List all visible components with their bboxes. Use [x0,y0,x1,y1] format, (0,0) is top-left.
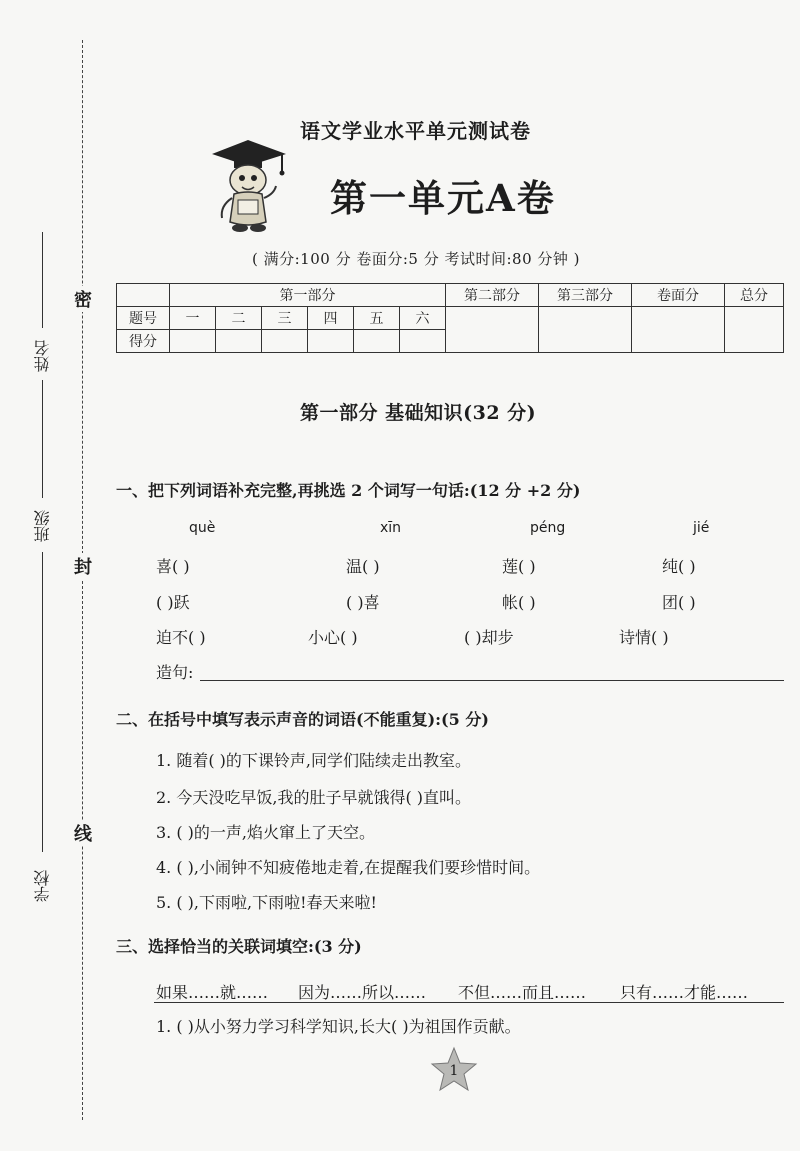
q1-title: 一、把下列词语补充完整,再挑选 2 个词写一句话:(12 分 +2 分) [116,481,581,500]
q1-row1-item2[interactable]: 温( ) [346,557,380,576]
exam-title: 第一单元A卷 [330,176,556,220]
sentence-label: 造句: [156,663,194,682]
q1-row2-item4[interactable]: 团( ) [662,593,696,612]
score-cell-3[interactable] [262,330,308,353]
school-label: 学校 [33,870,52,902]
pinyin-que: què [189,520,216,536]
exam-subtitle: 语文学业水平单元测试卷 [300,119,531,143]
exam-meta: ( 满分:100 分 卷面分:5 分 考试时间:80 分钟 ) [252,250,581,268]
col-2: 二 [216,307,262,330]
q1-row2-item2[interactable]: ( )喜 [346,593,380,612]
mascot-icon [208,136,288,240]
q2-item-2[interactable]: 2. 今天没吃早饭,我的肚子早就饿得( )直叫。 [156,788,472,807]
header-total: 总分 [725,284,784,307]
q1-row1-item1[interactable]: 喜( ) [156,557,190,576]
score-cell-4[interactable] [308,330,354,353]
table-corner [117,284,170,307]
pinyin-peng: péng [530,520,566,536]
header-neat-score: 卷面分 [632,284,725,307]
name-field-line [42,232,43,328]
header-part3: 第三部分 [539,284,632,307]
header-part1: 第一部分 [170,284,446,307]
score-cell-total[interactable] [725,307,784,353]
row-label-number: 题号 [117,307,170,330]
seal-mark-mi: 密 [74,286,92,312]
q1-row1-item4[interactable]: 纯( ) [662,557,696,576]
col-5: 五 [354,307,400,330]
q3-item-1[interactable]: 1. ( )从小努力学习科学知识,长大( )为祖国作贡献。 [156,1017,521,1036]
pinyin-jie: jié [693,520,710,536]
class-label: 班级 [33,510,52,542]
q1-row3-item1[interactable]: 迫不( ) [156,628,206,647]
page-number: 1 [449,1063,459,1079]
q1-row3-item4[interactable]: 诗情( ) [619,628,669,647]
name-field-line-2 [42,380,43,498]
score-cell-2[interactable] [216,330,262,353]
q2-item-4[interactable]: 4. ( ),小闹钟不知疲倦地走着,在提醒我们要珍惜时间。 [156,858,541,877]
seal-line [82,40,83,1120]
q2-item-1[interactable]: 1. 随着( )的下课铃声,同学们陆续走出教室。 [156,751,472,770]
q3-title: 三、选择恰当的关联词填空:(3 分) [116,937,362,956]
q1-row2-item1[interactable]: ( )跃 [156,593,190,612]
score-cell-6[interactable] [400,330,446,353]
header-part2: 第二部分 [446,284,539,307]
q3-option-4: 只有……才能…… [620,983,749,1002]
score-cell-part2[interactable] [446,307,539,353]
col-1: 一 [170,307,216,330]
q1-row3-item2[interactable]: 小心( ) [308,628,358,647]
col-6: 六 [400,307,446,330]
col-4: 四 [308,307,354,330]
sentence-answer-line[interactable] [200,680,784,681]
q1-row2-item3[interactable]: 帐( ) [502,593,536,612]
score-cell-1[interactable] [170,330,216,353]
q3-option-2: 因为……所以…… [298,983,427,1002]
col-3: 三 [262,307,308,330]
q1-row1-item3[interactable]: 莲( ) [502,557,536,576]
pinyin-xin: xīn [380,520,402,536]
name-label: 姓名 [33,340,52,372]
seal-mark-xian: 线 [74,820,92,846]
q3-option-1: 如果……就…… [156,983,269,1002]
score-cell-5[interactable] [354,330,400,353]
q3-options-underline [154,1002,784,1003]
row-label-score: 得分 [117,330,170,353]
q2-item-5[interactable]: 5. ( ),下雨啦,下雨啦!春天来啦! [156,893,377,912]
q3-option-3: 不但……而且…… [458,983,587,1002]
score-cell-part3[interactable] [539,307,632,353]
q2-title: 二、在括号中填写表示声音的词语(不能重复):(5 分) [116,710,489,729]
score-table [116,283,784,353]
q2-item-3[interactable]: 3. ( )的一声,焰火窜上了天空。 [156,823,376,842]
class-field-line [42,552,43,852]
section-title: 第一部分 基础知识(32 分) [300,402,537,424]
score-cell-neat[interactable] [632,307,725,353]
q1-row3-item3[interactable]: ( )却步 [464,628,514,647]
seal-mark-feng: 封 [74,553,92,579]
